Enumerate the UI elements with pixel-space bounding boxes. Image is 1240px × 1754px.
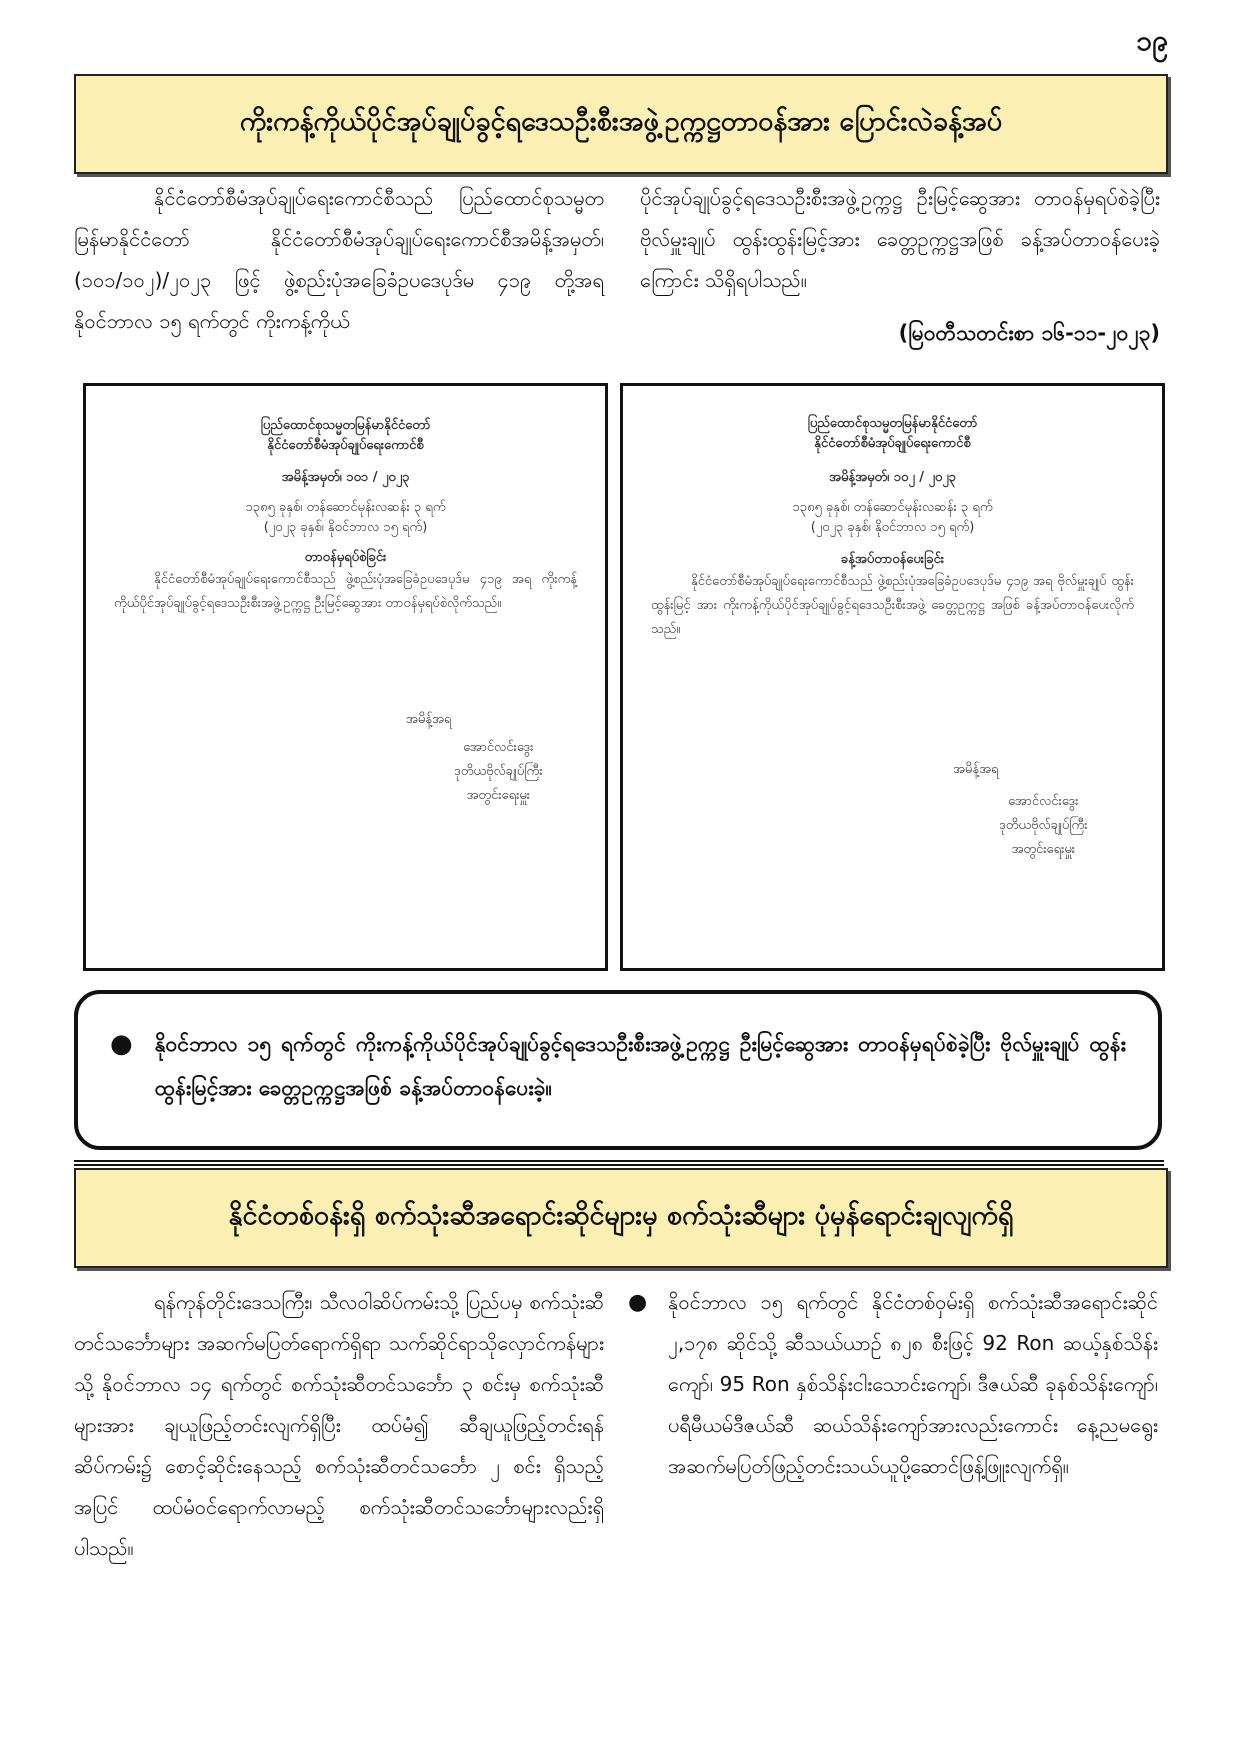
article1-left-paragraph: နိုင်ငံတော်စီမံအုပ်ချုပ်ရေးကောင်စီသည် ပြည်ထောင်စုသမ္မတမြန်မာနိုင်ငံတော် နိုင်ငံတော်စီမံအုပ်ချုပ်ရေးကောင်စီအမိန့်အမှတ်၊ (၁၀၁/၁၀၂)/၂၀၂၃ ဖြင့် ဖွဲ့စည်းပုံအခြေခံဥပဒေပုဒ်မ ၄၁၉ တို့အရ နိုဝင်ဘာလ ၁၅ ရက်တွင် ကိုးကန့်ကိုယ် <box>74 186 604 333</box>
article2-right-paragraph: နိုဝင်ဘာလ ၁၅ ရက်တွင် နိုင်ငံတစ်ဝှမ်းရှိ စက်သုံးဆီအရောင်းဆိုင် ၂,၁၇၈ ဆိုင်သို့ ဆီသယ်ယာဉ် ၈၂၈ စီးဖြင့် 92 Ron ဆယ့်နှစ်သိန်းကျော်၊ 95 Ron နှစ်သိန်းငါးသောင်းကျော်၊ ဒီဇယ်ဆီ ခုနစ်သိန်းကျော်၊ ပရီမီယမ်ဒီဇယ်ဆီ ဆယ်သိန်းကျော်အားလည်းကောင်း နေ့ညမရွေး အဆက်မပြတ်ဖြည့်တင်းသယ်ယူပို့ဆောင်ဖြန့်ဖြူးလျက်ရှိ။ <box>668 1290 1158 1478</box>
letter1-signer-name: အောင်လင်းဒွေး <box>463 740 534 755</box>
order-letter-101 <box>83 383 608 971</box>
letter1-header-council: နိုင်ငံတော်စီမံအုပ်ချုပ်ရေးကောင်စီ <box>267 438 424 453</box>
letter2-header-council: နိုင်ငံတော်စီမံအုပ်ချုပ်ရေးကောင်စီ <box>814 436 971 451</box>
section-divider-second <box>74 1164 1164 1166</box>
letter2-order-number: အမိန့်အမှတ်၊ ၁၀၂ / ၂၀၂၃ <box>829 470 956 485</box>
letter2-date-myanmar: ၁၃၈၅ ခုနှစ်၊ တန်ဆောင်မုန်းလဆန်း ၃ ရက် <box>792 500 993 515</box>
letter2-signer-rank: ဒုတိယဗိုလ်ချုပ်ကြီး <box>999 818 1088 833</box>
letter1-order-number: အမိန့်အမှတ်၊ ၁၀၁ / ၂၀၂၃ <box>281 470 410 485</box>
letter2-by-order: အမိန့်အရ <box>953 762 999 777</box>
letter2-date-gregorian: (၂၀၂၃ ခုနှစ်၊ နိုဝင်ဘာလ ၁၅ ရက်) <box>810 520 975 535</box>
letter1-date-gregorian: (၂၀၂၃ ခုနှစ်၊ နိုဝင်ဘာလ ၁၅ ရက်) <box>263 520 428 535</box>
letter1-signature-block <box>454 736 543 808</box>
letter1-signer-title: အတွင်းရေးမှူး <box>466 788 531 803</box>
letter1-by-order: အမိန့်အရ <box>406 712 452 727</box>
page-number: ၁၉ <box>1136 24 1168 57</box>
letter1-date-myanmar: ၁၃၈၅ ခုနှစ်၊ တန်ဆောင်မုန်းလဆန်း ၃ ရက် <box>245 500 446 515</box>
letter2-body: နိုင်ငံတော်စီမံအုပ်ချုပ်ရေးကောင်စီသည် ဖွဲ့စည်းပုံအခြေခံဥပဒေပုဒ်မ ၄၁၉ အရ ဗိုလ်မှူးချုပ် ထွန်းထွန်းမြင့် အား ကိုးကန့်ကိုယ်ပိုင်အုပ်ချုပ်ခွင့်ရဒေသဦးစီးအဖွဲ့ ခေတ္တဥက္ကဋ္ဌ အဖြစ် ခန့်အပ်တာဝန်ပေးလိုက်သည်။ <box>651 574 1134 637</box>
letter2-signer-name: အောင်လင်းဒွေး <box>1008 794 1079 809</box>
bullet-icon: ● <box>628 1290 648 1315</box>
article2-title: နိုင်ငံတစ်ဝန်းရှိ စက်သုံးဆီအရောင်းဆိုင်များမှ စက်သုံးဆီများ ပုံမှန်ရောင်းချလျက်ရှိ <box>228 1200 1014 1231</box>
letter2-signature-block <box>999 790 1088 862</box>
letter1-header-country: ပြည်ထောင်စုသမ္မတမြန်မာနိုင်ငံတော် <box>260 418 431 433</box>
letter2-subject: ခန့်အပ်တာဝန်ပေးခြင်း <box>840 552 945 567</box>
letter1-signer-rank: ဒုတိယဗိုလ်ချုပ်ကြီး <box>454 764 543 779</box>
article1-right-column <box>640 178 1160 301</box>
highlight-summary-text: နိုဝင်ဘာလ ၁၅ ရက်တွင် ကိုးကန့်ကိုယ်ပိုင်အုပ်ချုပ်ခွင့်ရဒေသဦးစီးအဖွဲ့ဥက္ကဋ္ဌ ဦးမြင့်ဆွေအား တာဝန်မှရပ်စဲခဲ့ပြီး ဗိုလ်မှူးချုပ် ထွန်းထွန်းမြင့်အား ခေတ္တဥက္ကဋ္ဌအဖြစ် ခန့်အပ်တာဝန်ပေးခဲ့။ <box>154 1032 1126 1100</box>
bullet-icon: ● <box>110 1029 133 1059</box>
article2-left-column <box>74 1282 604 1569</box>
article1-title: ကိုးကန့်ကိုယ်ပိုင်အုပ်ချုပ်ခွင့်ရဒေသဦးစီးအဖွဲ့ဥက္ကဋ္ဌတာဝန်အား ပြောင်းလဲခန့်အပ် <box>239 106 1003 137</box>
highlight-summary-box <box>74 990 1162 1150</box>
letter2-header-country: ပြည်ထောင်စုသမ္မတမြန်မာနိုင်ငံတော် <box>807 416 978 431</box>
article1-title-banner <box>74 74 1168 174</box>
article2-right-column <box>628 1282 1158 1487</box>
article1-right-paragraph: ပိုင်အုပ်ချုပ်ခွင့်ရဒေသဦးစီးအဖွဲ့ဥက္ကဋ္ဌ ဦးမြင့်ဆွေအား တာဝန်မှရပ်စဲခဲ့ပြီး ဗိုလ်မှူးချုပ် ထွန်းထွန်းမြင့်အား ခေတ္တဥက္ကဋ္ဌအဖြစ် ခန့်အပ်တာဝန်ပေးခဲ့ကြောင်း သိရှိရပါသည်။ <box>640 186 1160 292</box>
section-divider <box>74 1160 1164 1162</box>
order-letter-102 <box>620 383 1165 971</box>
article1-source: (မြဝတီသတင်းစာ ၁၆-၁၁-၂၀၂၃) <box>898 321 1160 345</box>
letter1-body: နိုင်ငံတော်စီမံအုပ်ချုပ်ရေးကောင်စီသည် ဖွဲ့စည်းပုံအခြေခံဥပဒေပုဒ်မ ၄၁၉ အရ ကိုးကန့်ကိုယ်ပိုင်အုပ်ချုပ်ခွင့်ရဒေသဦးစီးအဖွဲ့ဥက္ကဋ္ဌ ဦးမြင့်ဆွေအား တာဝန်မှရပ်စဲလိုက်သည်။ <box>114 572 577 611</box>
article1-left-column <box>74 178 604 342</box>
article2-title-banner <box>74 1168 1168 1268</box>
letter2-signer-title: အတွင်းရေးမှူး <box>1011 842 1076 857</box>
letter1-subject: တာဝန်မှရပ်စဲခြင်း <box>304 550 387 565</box>
article2-left-paragraph: ရန်ကုန်တိုင်းဒေသကြီး၊ သီလဝါဆိပ်ကမ်းသို့ ပြည်ပမှ စက်သုံးဆီတင်သင်္ဘောများ အဆက်မပြတ်ရောက်ရှိရာ သက်ဆိုင်ရာသိုလှောင်ကန်များသို့ နိုဝင်ဘာလ ၁၄ ရက်တွင် စက်သုံးဆီတင်သင်္ဘော ၃ စင်းမှ စက်သုံးဆီများအား ချယူဖြည့်တင်းလျက်ရှိပြီး ထပ်မံ၍ ဆီချယူဖြည့်တင်းရန် ဆိပ်ကမ်း၌ စောင့်ဆိုင်းနေသည့် စက်သုံးဆီတင်သင်္ဘော ၂ စင်း ရှိသည့်အပြင် ထပ်မံဝင်ရောက်လာမည့် စက်သုံးဆီတင်သင်္ဘောများလည်းရှိပါသည်။ <box>74 1290 604 1560</box>
